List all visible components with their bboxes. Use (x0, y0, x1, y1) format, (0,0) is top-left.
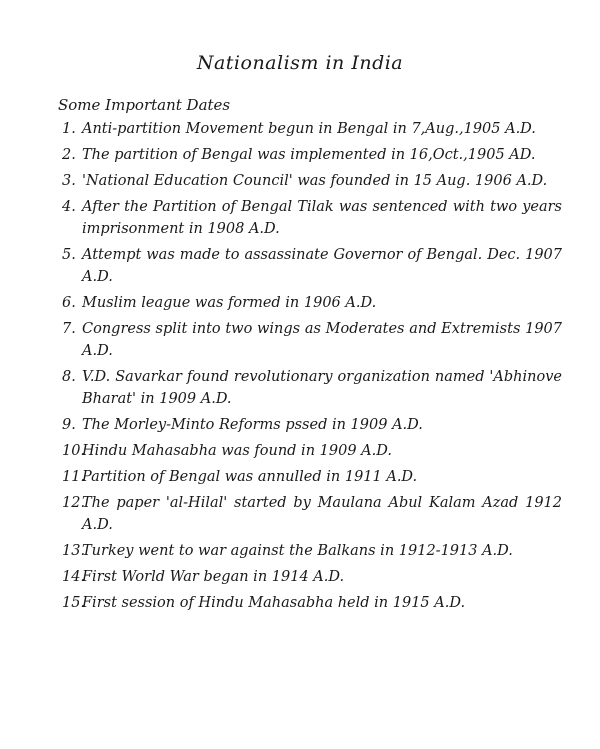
item-number: 14. (62, 569, 86, 585)
item-number: 11. (62, 469, 86, 485)
item-text: First World War began in 1914 A.D. (82, 569, 345, 585)
list-item (62, 196, 562, 240)
item-number: 15. (62, 595, 86, 611)
item-number: 6. (62, 295, 76, 311)
item-number: 4. (62, 199, 76, 215)
item-text: The partition of Bengal was implemented in 16,Oct.,1905 AD. (82, 147, 536, 163)
list-item (62, 466, 562, 488)
item-number: 1. (62, 121, 76, 137)
item-text: Congress split into two wings as Moderates and Extremists 1907 A.D. (82, 321, 562, 359)
page-title: Nationalism in India (196, 52, 404, 74)
list-item (62, 492, 562, 536)
item-text: Attempt was made to assassinate Governor of Bengal. Dec. 1907 A.D. (82, 247, 562, 285)
list-item (62, 414, 562, 436)
item-number: 7. (62, 321, 76, 337)
list-item (62, 318, 562, 362)
item-text: First session of Hindu Mahasabha held in 1915 A.D. (82, 595, 466, 611)
item-number: 5. (62, 247, 76, 263)
list-item (62, 566, 562, 588)
item-number: 8. (62, 369, 76, 385)
item-text: After the Partition of Bengal Tilak was sentenced with two years imprisonment in 1908 A.D. (82, 199, 562, 237)
list-item (62, 440, 562, 462)
list-item (62, 144, 562, 166)
list-item (62, 292, 562, 314)
section-heading: Some Important Dates (58, 96, 231, 114)
item-text: Muslim league was formed in 1906 A.D. (82, 295, 377, 311)
item-text: Partition of Bengal was annulled in 1911 A.D. (82, 469, 418, 485)
item-text: Hindu Mahasabha was found in 1909 A.D. (82, 443, 392, 459)
item-text: Turkey went to war against the Balkans in 1912-1913 A.D. (82, 543, 513, 559)
dates-list (62, 118, 562, 618)
item-number: 2. (62, 147, 76, 163)
item-number: 9. (62, 417, 76, 433)
item-text: The paper 'al-Hilal' started by Maulana Abul Kalam Azad 1912 A.D. (82, 495, 562, 533)
item-text: Anti-partition Movement begun in Bengal in 7,Aug.,1905 A.D. (82, 121, 536, 137)
list-item (62, 170, 562, 192)
list-item (62, 540, 562, 562)
item-number: 3. (62, 173, 76, 189)
item-text: 'National Education Council' was founded in 15 Aug. 1906 A.D. (82, 173, 548, 189)
list-item (62, 366, 562, 410)
item-number: 12. (62, 495, 86, 511)
item-text: V.D. Savarkar found revolutionary organization named 'Abhinove Bharat' in 1909 A.D. (82, 369, 562, 407)
item-number: 13. (62, 543, 86, 559)
list-item (62, 592, 562, 614)
item-number: 10. (62, 443, 86, 459)
item-text: The Morley-Minto Reforms pssed in 1909 A.D. (82, 417, 423, 433)
list-item (62, 244, 562, 288)
list-item (62, 118, 562, 140)
